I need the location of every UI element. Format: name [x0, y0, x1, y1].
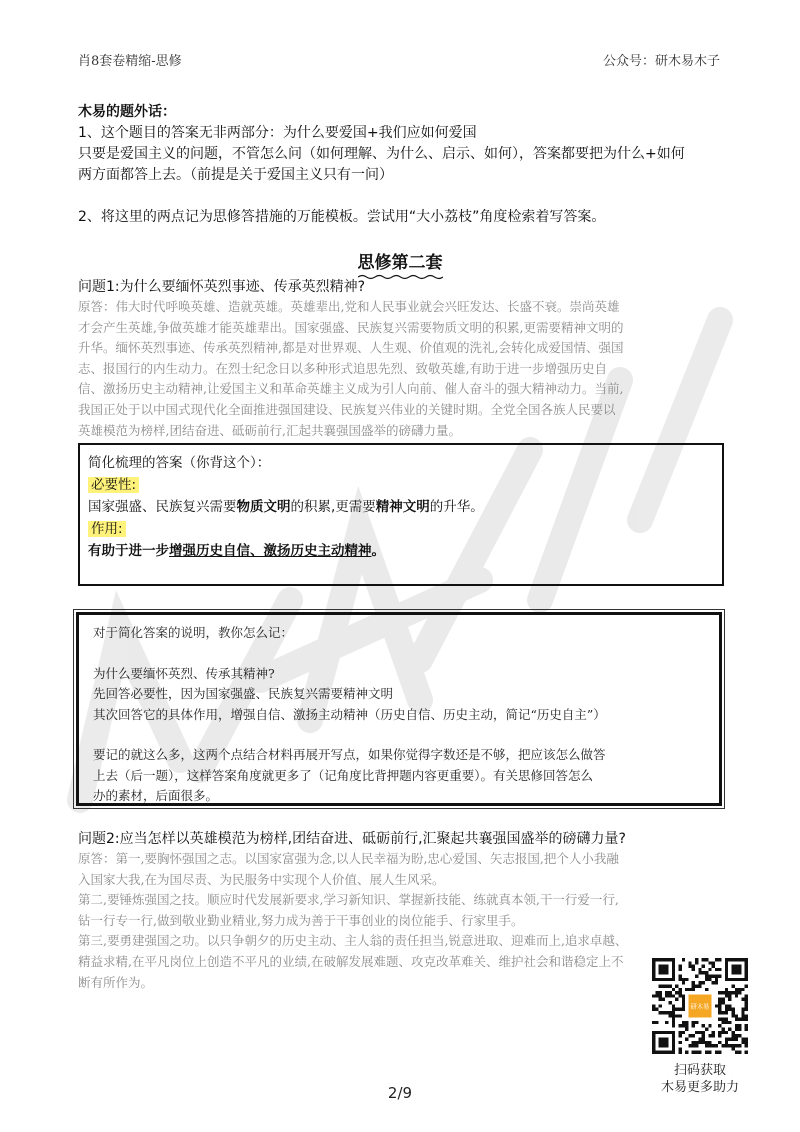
original-answer-line: 精益求精,在平凡岗位上创造不平凡的业绩,在破解发展难题、攻克改革难关、维护社会和谐稳定上不 [78, 953, 624, 969]
necessity-label: 必要性: [88, 477, 139, 493]
question-2-title: 问题2:应当怎样以英雄模范为榜样,团结奋进、砥砺前行,汇聚起共襄强国盛举的磅礴力量? [78, 831, 626, 847]
explanation-line: 先回答必要性，因为国家强盛、民族复兴需要精神文明 [93, 686, 394, 701]
qr-finder-top-right [725, 958, 748, 981]
explanation-box [76, 612, 722, 806]
original-answer-line: 入国家大我,在为国尽责、为民服务中实现个人价值、展人生风采。 [78, 871, 445, 887]
explanation-line: 要记的就这么多，这两个点结合材料再展开写点，如果你觉得字数还是不够，把应该怎么做答 [93, 747, 606, 762]
qr-finder-bottom-left [652, 1031, 675, 1054]
original-answer-line: 升华。缅怀英烈事迹、传承英烈精神,都是对世界观、人生观、价值观的洗礼,会转化成爱国情、强国 [78, 340, 624, 356]
set-title [0, 248, 800, 273]
original-answer-line: 英雄模范为榜样,团结奋进、砥砺前行,汇起共襄强国盛举的磅礴力量。 [78, 422, 461, 438]
header-account: 公众号：研木易木子 [602, 54, 720, 69]
explanation-line: 其次回答它的具体作用，增强自信、激扬主动精神（历史自信、历史主动，简记“历史自主”） [93, 706, 606, 722]
explanation-line: 对于简化答案的说明，教你怎么记： [93, 625, 294, 640]
question-2-original-answer [78, 849, 728, 993]
original-answer-line: 才会产生英雄,争做英雄才能英雄辈出。国家强盛、民族复兴需要物质文明的积累,更需要精神文明的 [78, 319, 624, 335]
preface-line: 只要是爱国主义的问题，不管怎么问（如何理解、为什么、启示、如何），答案都要把为什么+如何 [78, 146, 685, 162]
page-number: 2/9 [387, 1084, 413, 1102]
original-answer-line: 断有所作为。 [78, 974, 154, 990]
header-title: 肖8套卷精缩-思修 [78, 54, 182, 69]
preface-section [78, 102, 728, 228]
preface-line: 1、这个题目的答案无非两部分：为什么要爱国+我们应如何爱国 [78, 125, 477, 141]
function-label: 作用: [88, 521, 126, 537]
set-title-text: 思修第二套 [357, 253, 443, 273]
necessity-text: 国家强盛、民族复兴需要物质文明的积累,更需要精神文明的升华。 [88, 499, 484, 515]
original-answer-line: 我国正处于以中国式现代化全面推进强国建设、民族复兴伟业的关键时期。全党全国各族人民要以 [78, 401, 616, 417]
simplified-answer-box [78, 443, 724, 586]
original-answer-line: 志、报国行的内生动力。在烈士纪念日以多种形式追思先烈、致敬英雄,有助于进一步增强历史自 [78, 360, 607, 376]
original-answer-line: 原答：伟大时代呼唤英雄、造就英雄。英雄辈出,党和人民事业就会兴旺发达、长盛不衰。崇尚英雄 [78, 299, 620, 314]
qr-caption-line: 木易更多助力 [660, 1080, 739, 1095]
qr-center-label: 研木易 [690, 1003, 710, 1011]
qr-caption-line: 扫码获取 [673, 1063, 726, 1078]
original-answer-line: 第三,要勇建强国之功。以只争朝夕的历史主动、主人翁的责任担当,锐意进取、迎难而上,追求卓越、 [78, 933, 628, 949]
function-text: 有助于进一步增强历史自信、激扬历史主动精神。 [88, 543, 385, 559]
qr-code[interactable] [652, 958, 748, 1054]
original-answer-line: 信、激扬历史主动精神,让爱国主义和革命英雄主义成为引人向前、催人奋斗的强大精神动力。当前, [78, 381, 624, 397]
original-answer-line: 原答：第一,要胸怀强国之志。以国家富强为念,以人民幸福为盼,忠心爱国、矢志报国,把个人小我融 [78, 851, 619, 866]
preface-title: 木易的题外话： [78, 104, 176, 120]
question-1-title: 问题1:为什么要缅怀英烈事迹、传承英烈精神? [78, 279, 366, 295]
question-1-original-answer [78, 297, 728, 441]
preface-line: 两方面都答上去。（前提是关于爱国主义只有一问） [78, 167, 393, 183]
explanation-line: 上去（后一题），这样答案角度就更多了（记角度比背押题内容更重要）。有关思修回答怎么 [93, 767, 594, 783]
simplified-answer-heading: 简化梳理的答案（你背这个）： [88, 455, 271, 471]
original-answer-line: 钻一行专一行,做到敬业勤业精业,努力成为善于干事创业的岗位能手、行家里手。 [78, 912, 524, 928]
original-answer-line: 第二,要锤炼强国之技。顺应时代发展新要求,学习新知识、掌握新技能、练就真本领,干一行爱一行, [78, 892, 619, 908]
preface-line: 2、将这里的两点记为思修答措施的万能模板。尝试用“大小荔枝”角度检索着写答案。 [78, 209, 606, 225]
explanation-line: 办的素材，后面很多。 [93, 788, 219, 803]
explanation-line: 为什么要缅怀英烈、传承其精神? [93, 665, 275, 681]
qr-finder-top-left [652, 958, 675, 981]
